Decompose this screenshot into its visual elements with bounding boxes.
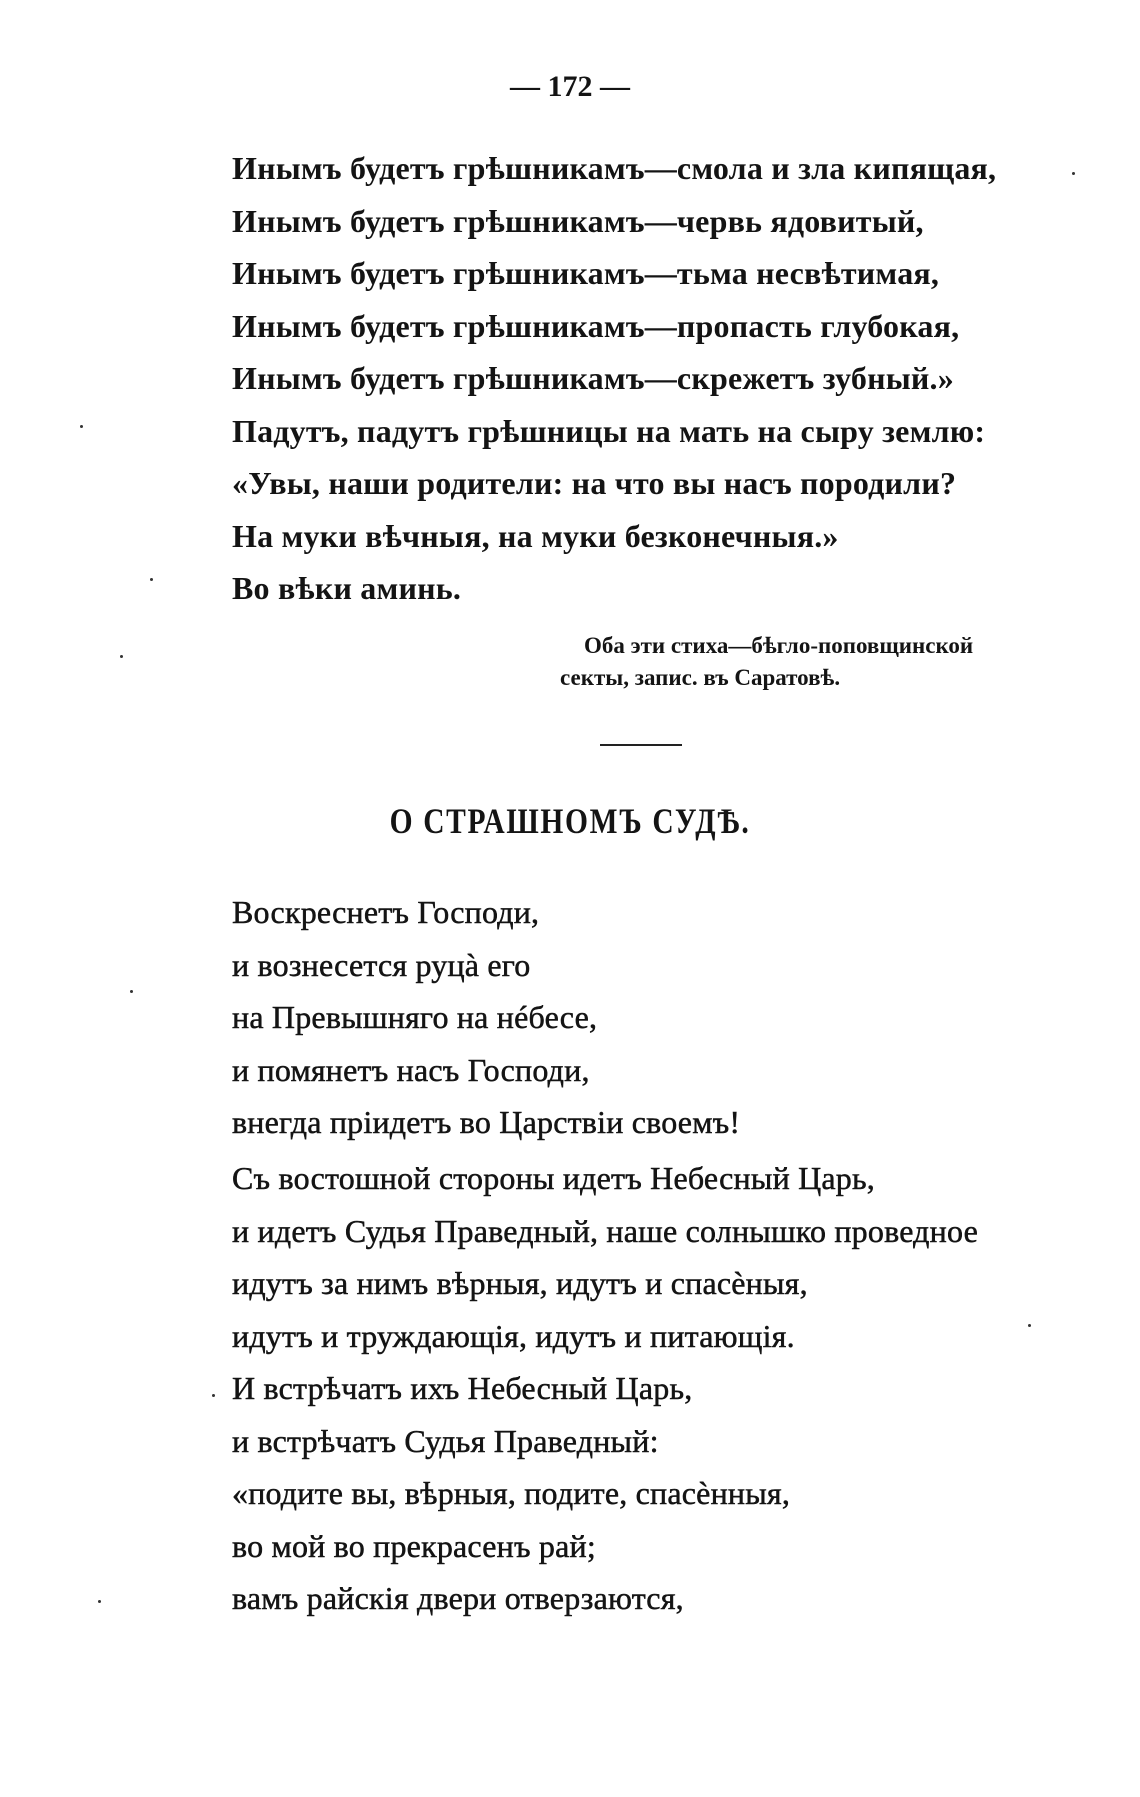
verse-line: на Превышняго на нéбесе, [232, 999, 598, 1035]
scan-speck [98, 1600, 101, 1603]
verse-line: Инымъ будетъ грѣшникамъ—скрежетъ зубный.» [232, 360, 954, 396]
scan-speck [80, 425, 83, 428]
verse-line: На муки вѣчныя, на муки безконечныя.» [232, 517, 839, 554]
verse-line: идутъ и труждающія, идутъ и питающія. [232, 1317, 795, 1354]
verse-line: Падутъ, падутъ грѣшницы на мать на сыру землю: [232, 412, 986, 449]
scan-speck [212, 1394, 215, 1397]
source-footnote [560, 630, 973, 694]
scan-speck [150, 578, 153, 581]
verse-line: Во вѣки аминь. [232, 570, 462, 606]
scan-speck [1072, 172, 1075, 175]
verse-line: и идетъ Судья Праведный, наше солнышко проведное [232, 1212, 978, 1249]
verse-stanza-2 [232, 886, 740, 1149]
verse-line: внегда пріидетъ во Царствіи своемъ! [232, 1104, 741, 1140]
verse-line: и вознесется руцà его [232, 946, 531, 983]
verse-line: Инымъ будетъ грѣшникамъ—тьма несвѣтимая, [232, 255, 940, 291]
verse-line: Инымъ будетъ грѣшникамъ—червь ядовитый, [232, 202, 924, 239]
verse-line: «подите вы, вѣрныя, подите, спасѐнныя, [232, 1475, 791, 1511]
verse-line: Воскреснетъ Господи, [232, 894, 540, 930]
page-number: — 172 — [510, 70, 630, 103]
verse-line: во мой во прекрасенъ рай; [232, 1527, 596, 1564]
verse-line: и помянетъ насъ Господи, [232, 1051, 590, 1088]
scan-speck [1028, 1324, 1031, 1327]
scan-speck [130, 990, 133, 993]
section-separator [600, 744, 682, 746]
verse-line: Съ востошной стороны идетъ Небесный Царь, [232, 1160, 875, 1196]
verse-line: И встрѣчатъ ихъ Небесный Царь, [232, 1370, 693, 1406]
section-heading: О СТРАШНОМЪ СУДѢ. [389, 801, 751, 841]
verse-line: вамъ райскія двери отверзаются, [232, 1580, 684, 1616]
verse-stanza-1 [232, 142, 996, 615]
footnote-line: секты, запис. въ Саратовѣ. [560, 665, 841, 690]
verse-stanza-3 [232, 1152, 978, 1625]
verse-line: «Увы, наши родители: на что вы насъ породили? [232, 465, 957, 501]
verse-line: идутъ за нимъ вѣрныя, идутъ и спасѐныя, [232, 1265, 808, 1301]
verse-line: Инымъ будетъ грѣшникамъ—пропасть глубокая, [232, 307, 960, 344]
footnote-line: Оба эти стиха—бѣгло-поповщинской [584, 633, 974, 658]
scan-speck [120, 655, 123, 658]
verse-line: и встрѣчатъ Судья Праведный: [232, 1422, 659, 1459]
verse-line: Инымъ будетъ грѣшникамъ—смола и зла кипящая, [232, 150, 997, 186]
